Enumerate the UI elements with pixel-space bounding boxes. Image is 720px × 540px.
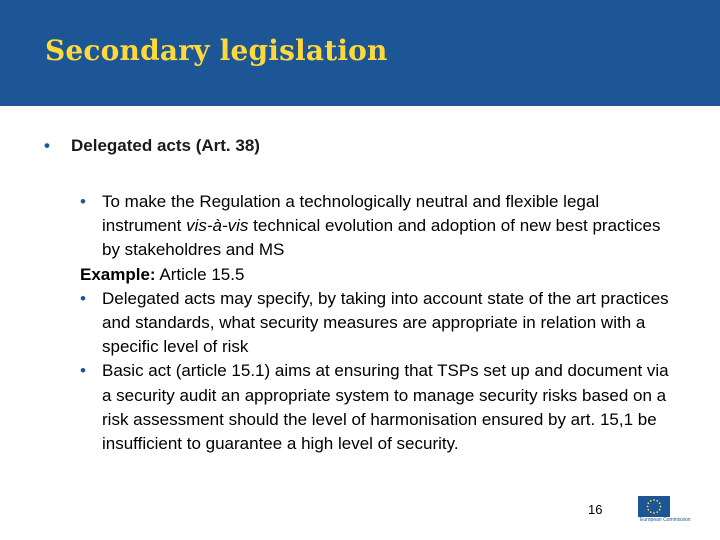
bullet-icon: • (44, 136, 50, 155)
page-number: 16 (588, 502, 603, 517)
logo-caption: European Commission (640, 517, 691, 523)
bullet-icon: • (80, 288, 86, 308)
flag-star (650, 500, 652, 502)
slide-body (80, 190, 680, 456)
sub-bullet-1-text-end: technical evolution and adoption of new best practices by stakeholdres and MS (102, 216, 661, 260)
flag-star (647, 506, 649, 508)
example-line (80, 263, 680, 287)
flag-star (653, 499, 655, 501)
flag-star (660, 506, 662, 508)
bullet-icon: • (80, 192, 86, 211)
sub-bullet-2 (80, 287, 680, 360)
flag-star (659, 509, 661, 511)
example-text: Article 15.5 (155, 264, 245, 284)
sub-bullet-2-text: Delegated acts may specify, by taking into account state of the art practices and standards, what security measures are appropriate in relation with a specific level of risk (102, 288, 669, 357)
sub-bullet-1 (80, 190, 680, 263)
flag-star (650, 511, 652, 513)
flag-star (647, 502, 649, 504)
flag-star (647, 509, 649, 511)
sub-bullet-3-text: Basic act (article 15.1) aims at ensuring that TSPs set up and document via a security audit an appropriate system to manage security risks based on a risk assessment should the level of harmonisation ensured by art. 15,1 be insufficient to guarantee a high level of security. (102, 361, 669, 454)
sub-bullet-3 (80, 359, 680, 456)
flag-star (659, 502, 661, 504)
level1-text: Delegated acts (Art. 38) (71, 136, 260, 155)
flag-star (656, 511, 658, 513)
title-bar (0, 0, 720, 106)
sub-bullet-1-italic: vis-à-vis (186, 216, 249, 236)
flag-star (653, 512, 655, 514)
sub-bullet-1-text-start: To make the Regulation a technologically neutral and flexible legal instrument (102, 192, 600, 236)
eu-flag-icon (637, 496, 693, 532)
bullet-icon: • (80, 361, 86, 381)
flag-star (656, 500, 658, 502)
slide-title: Secondary legislation (45, 34, 388, 67)
example-label: Example: (80, 264, 156, 284)
